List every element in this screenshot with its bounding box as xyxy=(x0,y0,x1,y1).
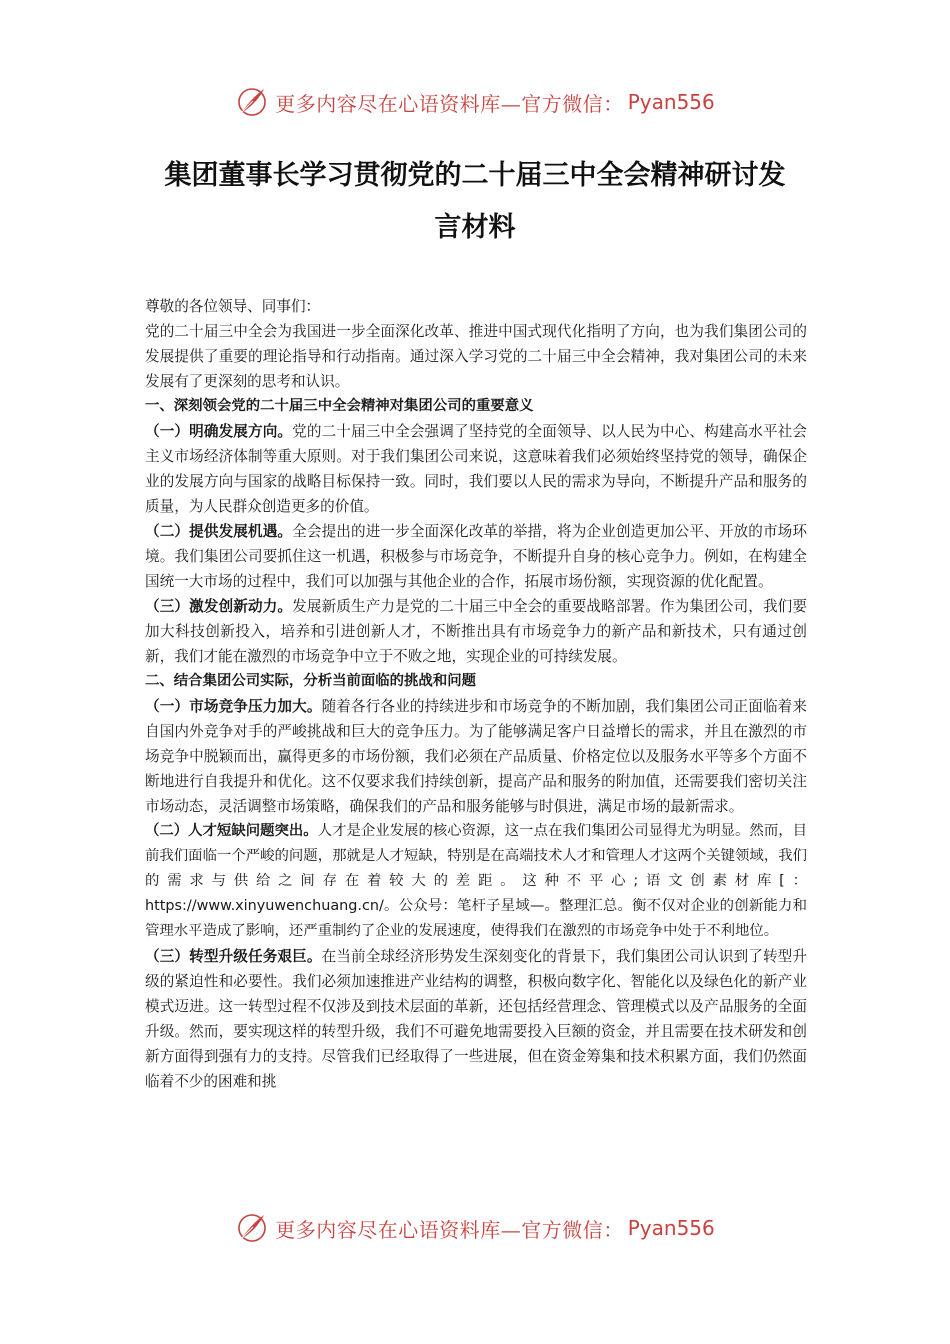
watermark-handle: Pyan556 xyxy=(627,1216,715,1240)
section-2-item-3 xyxy=(145,944,807,1094)
item-lead: （一）明确发展方向。 xyxy=(145,423,293,440)
section-2-item-1 xyxy=(145,694,807,819)
document-body xyxy=(145,294,807,1094)
item-lead: （三）激发创新动力。 xyxy=(145,598,293,615)
watermark-text: 更多内容尽在心语资料库—官方微信： xyxy=(275,1217,624,1242)
intro-paragraph: 党的二十届三中全会为我国进一步全面深化改革、推进中国式现代化指明了方向，也为我们集团公司的发展提供了重要的理论指导和行动指南。通过深入学习党的二十届三中全会精神，我对集团公司的未来发展有了更深刻的思考和认识。 xyxy=(145,323,807,390)
watermark-text: 更多内容尽在心语资料库—官方微信： xyxy=(275,91,624,116)
item-lead: （二）人才短缺问题突出。 xyxy=(145,823,318,839)
item-lead: （三）转型升级任务艰巨。 xyxy=(145,948,322,965)
section-2-heading: 二、结合集团公司实际，分析当前面临的挑战和问题 xyxy=(145,673,476,689)
item-text: 发展新质生产力是党的二十届三中全会的重要战略部署。作为集团公司，我们要加大科技创新投入，培养和引进创新人才，不断推出具有市场竞争力的新产品和新技术，只有通过创新，我们才能在激烈的市场竞争中立于不败之地，实现企业的可持续发展。 xyxy=(145,598,807,665)
section-1-item-1 xyxy=(145,419,807,519)
section-1-item-2 xyxy=(145,519,807,594)
title-line-2: 言材料 xyxy=(434,212,516,243)
page-title xyxy=(120,150,830,254)
section-2-item-2 xyxy=(145,819,807,944)
item-lead: （一）市场竞争压力加大。 xyxy=(145,698,322,715)
item-text: 人才是企业发展的核心资源，这一点在我们集团公司显得尤为明显。然而，目前我们面临一个严峻的问题，那就是人才短缺，特别是在高端技术人才和管理人才这两个关键领域，我们的需求与供给之间存在着较大的差距。这种不平心;语文创素材库[：https://www.xinyuwenchuang.cn/。公众号：笔杆子星域—。整理汇总。衡不仅对企业的创新能力和管理水平造成了影响，还严重制约了企业的发展速度，使得我们在激烈的市场竞争中处于不利地位。 xyxy=(145,823,807,939)
item-text: 全会提出的进一步全面深化改革的举措，将为企业创造更加公平、开放的市场环境。我们集团公司要抓住这一机遇，积极参与市场竞争，不断提升自身的核心竞争力。例如，在构建全国统一大市场的过程中，我们可以加强与其他企业的合作，拓展市场份额，实现资源的优化配置。 xyxy=(145,523,807,590)
feather-pen-icon xyxy=(235,85,269,119)
title-line-1: 集团董事长学习贯彻党的二十届三中全会精神研讨发 xyxy=(164,160,786,191)
item-text: 在当前全球经济形势发生深刻变化的背景下，我们集团公司认识到了转型升级的紧迫性和必要性。我们必须加速推进产业结构的调整，积极向数字化、智能化以及绿色化的新产业模式迈进。这一转型过程不仅涉及到技术层面的革新，还包括经营理念、管理模式以及产品服务的全面升级。然而，要实现这样的转型升级，我们不可避免地需要投入巨额的资金，并且需要在技术研发和创新方面得到强有力的支持。尽管我们已经取得了一些进展，但在资金筹集和技术积累方面，我们仍然面临着不少的困难和挑 xyxy=(145,948,807,1090)
feather-pen-icon xyxy=(235,1211,269,1245)
header-watermark-banner xyxy=(0,80,950,124)
item-text: 随着各行各业的持续进步和市场竞争的不断加剧，我们集团公司正面临着来自国内外竞争对手的严峻挑战和巨大的竞争压力。为了能够满足客户日益增长的需求，并且在激烈的市场竞争中脱颖而出，赢得更多的市场份额，我们必须在产品质量、价格定位以及服务水平等多个方面不断地进行自我提升和优化。这不仅要求我们持续创新，提高产品和服务的附加值，还需要我们密切关注市场动态，灵活调整市场策略，确保我们的产品和服务能够与时俱进，满足市场的最新需求。 xyxy=(145,698,807,815)
footer-watermark-banner xyxy=(0,1206,950,1250)
section-1-item-3 xyxy=(145,594,807,669)
section-1-heading: 一、深刻领会党的二十届三中全会精神对集团公司的重要意义 xyxy=(145,398,534,414)
item-text: 党的二十届三中全会强调了坚持党的全面领导、以人民为中心、构建高水平社会主义市场经济体制等重大原则。对于我们集团公司来说，这意味着我们必须始终坚持党的领导，确保企业的发展方向与国家的战略目标保持一致。同时，我们要以人民的需求为导向，不断提升产品和服务的质量，为人民群众创造更多的价值。 xyxy=(145,423,807,515)
item-lead: （二）提供发展机遇。 xyxy=(145,523,293,540)
watermark-handle: Pyan556 xyxy=(627,90,715,114)
greeting: 尊敬的各位领导、同事们： xyxy=(145,298,321,315)
